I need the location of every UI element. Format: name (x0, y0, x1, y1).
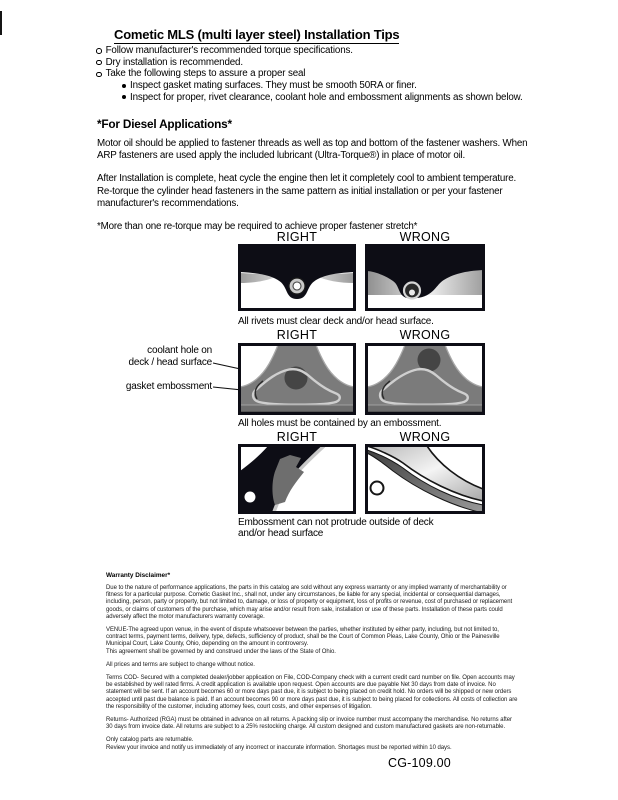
warranty-disclaimer-heading: Warranty Disclaimer* (106, 572, 171, 579)
tip-item (96, 57, 536, 69)
tip-sub-list (122, 80, 536, 103)
dot-bullet-icon (122, 84, 126, 88)
rivet-icon (404, 283, 420, 299)
row3-wrong-label: WRONG (399, 430, 451, 444)
open-bullet-icon (96, 72, 102, 78)
bolt-hole-icon (371, 482, 384, 495)
warranty-disclaimer-section (106, 572, 518, 752)
row2-right-label: RIGHT (276, 328, 318, 342)
tip-item (96, 68, 536, 80)
disclaimer-paragraph: This agreement shall be governed by and construed under the laws of the State of Ohio. (106, 648, 336, 655)
sub-tip-item (122, 80, 536, 92)
sub-tip-text: Inspect for proper, rivet clearance, coolant hole and embossment alignments as shown below. (130, 91, 523, 103)
diesel-applications-section (97, 117, 533, 244)
row3-caption (238, 517, 488, 539)
open-bullet-icon (96, 60, 102, 66)
diagram-embossment-protrusion-right (238, 444, 356, 514)
coolant-hole-annotation (95, 345, 212, 368)
row2-caption: All holes must be contained by an embossment. (238, 418, 442, 429)
row2-wrong-label: WRONG (399, 328, 451, 342)
row1-caption: All rivets must clear deck and/or head surface. (238, 316, 434, 327)
tip-text: Dry installation is recommended. (105, 56, 243, 68)
diagram-rivet-clearance-wrong (365, 244, 485, 311)
diesel-para-1: Motor oil should be applied to fastener threads as well as top and bottom of the fastener washers. When ARP fasteners are used apply the included lubricant (Ultra-Torque®) in place of motor oil. (97, 138, 528, 162)
annotation-text: deck / head surface (128, 356, 212, 368)
tip-text: Follow manufacturer's recommended torque specifications. (105, 45, 353, 56)
rivet-icon (289, 278, 305, 294)
page-code: CG-109.00 (388, 756, 451, 770)
caption-line: and/or head surface (238, 528, 324, 539)
page-title: Cometic MLS (multi layer steel) Installation Tips (114, 27, 400, 42)
diesel-applications-heading: *For Diesel Applications* (97, 117, 232, 131)
scan-artifact (0, 11, 2, 35)
disclaimer-paragraph: Due to the nature of performance applications, the parts in this catalog are sold without any express warranty or any implied warranty of merchantability or fitness for a particular purpose. Cometic Gasket Inc., shall not, under any circumstances, be liable for any special, incidental or consequential damages, including, person, party or property, but not limited to, damage, or loss of property or equipment, loss of profits or revenue, cost of purchased or replacement goods, or claims of customers of the purchase, which may arise and/or result from sale, installation or use of these parts. Installation of these parts could adversely affect the motor manufacturers warranty coverage. (106, 585, 513, 620)
disclaimer-paragraph: Terms COD- Secured with a completed dealer/jobber application on File, COD-Company check with a current credit card number on file. Open accounts may be established by well rated firms. A credit application is available upon request. Open accounts are due payable Net 30 days from date of invoice. No statement will be sent. If an account becomes 60 or more days past due, it is subject to being placed on credit hold. No orders will be shipped or new orders accepted until past due balance is paid. If an account becomes 90 or more days past due, it is subject to being placed for collections. All costs of collection are the responsibility of the customer, including attorney fees, court costs, and other expenses of litigation. (106, 675, 518, 710)
diagram-rivet-clearance-right (238, 244, 356, 311)
diesel-para-2: After Installation is complete, heat cycle the engine then let it completely cool to ambient temperature. Re-torque the cylinder head fasteners in the same pattern as initial installation or per your fastener manufacturer's recommendations. (97, 173, 517, 209)
annotation-text: gasket embossment (125, 381, 212, 392)
diagram-embossment-protrusion-wrong (365, 444, 485, 514)
gasket-embossment-annotation (95, 381, 212, 393)
bolt-hole-icon (245, 492, 256, 503)
disclaimer-paragraph: Returns- Authorized (RGA) must be obtained in advance on all returns. A packing slip or invoice number must accompany the merchandise. No returns after 30 days from invoice date. All returns are subject to a 25% restocking charge. All custom designed and custom manufactured gaskets are non-returnable. (106, 717, 512, 731)
sub-tip-item (122, 92, 536, 104)
tip-item (96, 80, 536, 103)
disclaimer-paragraph: All prices and terms are subject to change without notice. (106, 661, 255, 668)
tip-text: Take the following steps to assure a proper seal (105, 68, 306, 80)
disclaimer-paragraph: Only catalog parts are returnable. (106, 737, 194, 744)
diesel-para-3: *More than one re-torque may be required to achieve proper fastener stretch* (97, 221, 418, 233)
dot-bullet-icon (122, 95, 126, 99)
installation-tips-list (96, 45, 536, 104)
caption-line: Embossment can not protrude outside of deck (238, 517, 434, 528)
disclaimer-paragraph: Review your invoice and notify us immediately of any incorrect or inaccurate information. Shortages must be reported within 10 days. (106, 744, 452, 751)
tip-item (96, 45, 536, 57)
annotation-text: coolant hole on (147, 345, 212, 356)
row1-wrong-label: WRONG (399, 230, 451, 244)
sub-tip-text: Inspect gasket mating surfaces. They must be smooth 50RA or finer. (130, 80, 417, 92)
diagram-embossment-containment-wrong (365, 343, 485, 415)
row3-right-label: RIGHT (276, 430, 318, 444)
diagram-embossment-containment-right (238, 343, 356, 415)
disclaimer-paragraph: VENUE-The agreed upon venue, in the event of dispute whatsoever between the parties, whether instituted by either party, including, but not limited to, contract terms, payment terms, delivery, type, defects, sufficiency of product, shall be the Court of Common Pleas, Lake County, Ohio or the Painesville Municipal Court, Lake County, Ohio, depending on the amount in controversy. (106, 627, 500, 648)
row1-right-label: RIGHT (276, 230, 318, 244)
open-bullet-icon (96, 48, 102, 54)
